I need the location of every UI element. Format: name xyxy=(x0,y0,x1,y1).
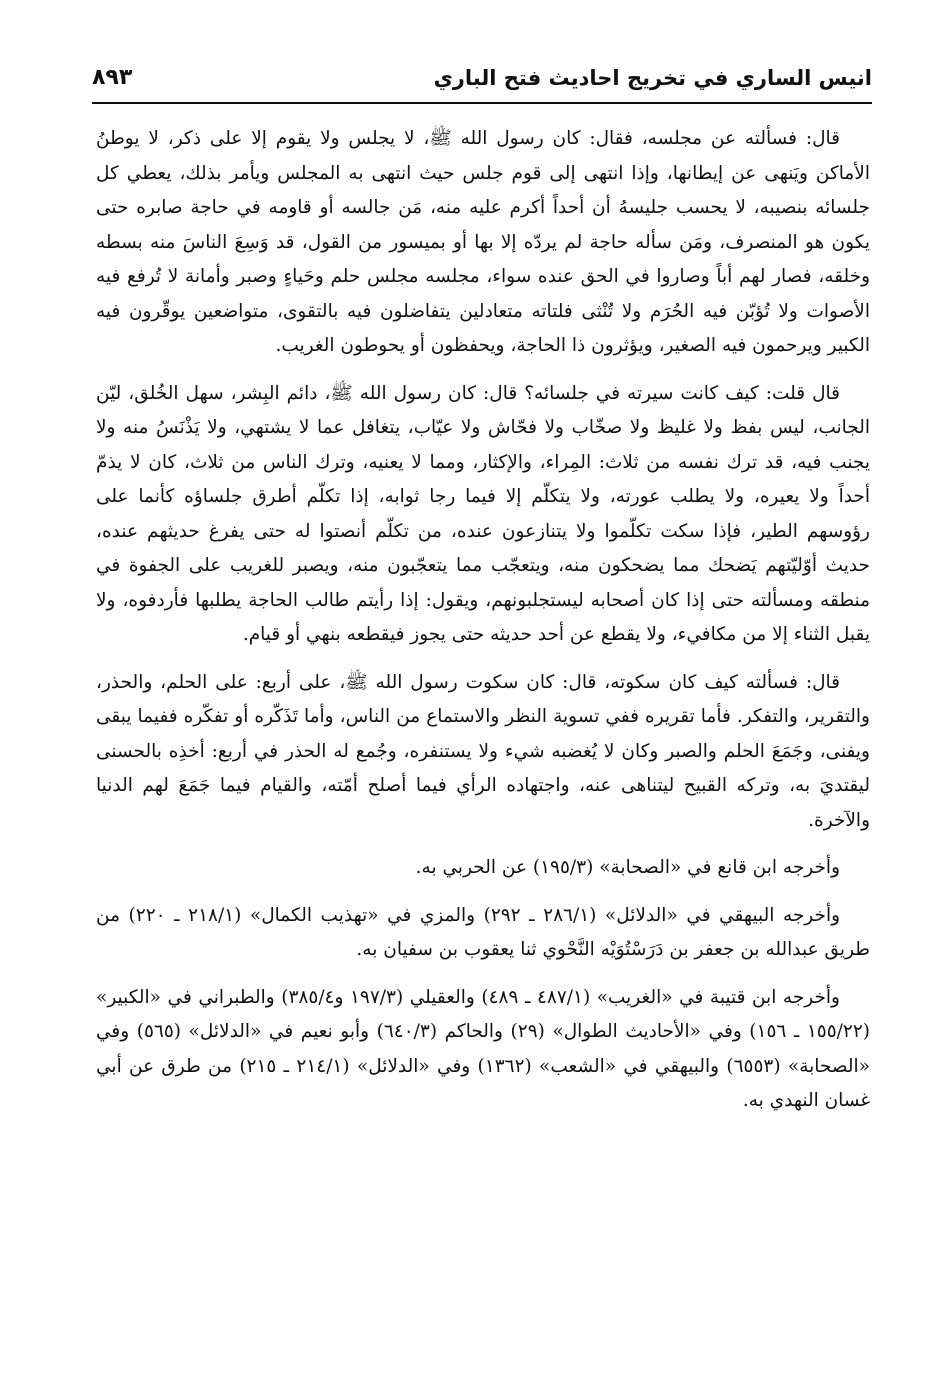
paragraph-sukut: قال: فسألته كيف كان سكوته، قال: كان سكوت رسول الله ﷺ، على أربع: على الحلم، والحذر، والتقرير، والتفكر. فأما تقريره ففي تسوية النظر والاستماع من الناس، وأما تَذَكّره أو تفكّره ففيما يبقى ويفنى، وجَمَعَ الحلم والصبر وكان لا يُغضبه شيء ولا يستنفره، وجُمع له الحذر في أربع: أخذِه بالحسنى ليقتديَ به، وتركه القبيح ليتناهى عنه، واجتهاده الرأي فيما أصلح أمّته، والقيام فيما جَمَعَ لهم الدنيا والآخرة. xyxy=(96,671,870,831)
header-rule xyxy=(92,102,872,104)
citation-ibn-qani: وأخرجه ابن قانع في «الصحابة» (١٩٥/٣) عن الحربي به. xyxy=(415,857,840,878)
paragraph-majlis: قال: فسألته عن مجلسه، فقال: كان رسول الله ﷺ، لا يجلس ولا يقوم إلا على ذكر، لا يوطنُ الأماكن ويَنهى عن إيطانها، وإذا انتهى إلى قوم جلس حيث انتهى به المجلس ويأمر بذلك، يعطي كل جلسائه بنصيبه، لا يحسب جليسهُ أن أحداً أكرم عليه منه، مَن جالسه أو قاومه في حاجة صابره حتى يكون هو المنصرف، ومَن سأله حاجة لم يردّه إلا بها أو بميسور من القول، قد وَسِعَ الناسَ منه بسطه وخلقه، فصار لهم أباً وصاروا في الحق عنده سواء، مجلسه مجلس حلم وحَياءٍ وصبر وأمانة لا تُرفع فيه الأصوات ولا تُؤبّن فيه الحُرَم ولا تُنْثى فلتاته متعادلين يتفاضلون فيه بالتقوى، متواضعين يوقّرون فيه الكبير ويرحمون فيه الصغير، ويؤثرون ذا الحاجة، ويحفظون أو يحوطون الغريب. xyxy=(96,128,870,356)
citation-ibn-qutaybah: وأخرجه ابن قتيبة في «الغريب» (٤٨٧/١ ـ ٤٨٩) والعقيلي (١٩٧/٣ و٣٨٥/٤) والطبراني في «الكبير» (١٥٥/٢٢ ـ ١٥٦) وفي «الأحاديث الطوال» (٢٩) والحاكم (٦٤٠/٣) وأبو نعيم في «الدلائل» (٥٦٥) وفي «الصحابة» (٦٥٥٣) والبيهقي في «الشعب» (١٣٦٢) وفي «الدلائل» (٢١٤/١ ـ ٢١٥) من طرق عن أبي غسان النهدي به. xyxy=(96,986,871,1111)
paragraph-sirah: قال قلت: كيف كانت سيرته في جلسائه؟ قال: كان رسول الله ﷺ، دائم البِشر، سهل الخُلق، ليّن الجانب، ليس بفظ ولا غليظ ولا صخّاب ولا فحّاش ولا عيّاب، يتغافل عما لا يشتهي، ولا يَذْنَسُ منه ولا يجنب فيه، قد ترك نفسه من ثلاث: المِراء، والإكثار، ومما لا يعنيه، وترك الناس من ثلاث، كان لا يذمّ أحداً ولا يعيره، ولا يطلب عورته، ولا يتكلّم إلا فيما رجا ثوابه، إذا تكلّم أطرق جلساؤه كأنما على رؤوسهم الطير، فإذا سكت تكلّموا ولا يتنازعون عنده، من تكلّم أنصتوا له حتى يفرغ حديثهم عنده، حديث أوّليّتهم يَضحك مما يضحكون منه، ويتعجّب مما يتعجّبون منه، ويصبر للغريب على الجفوة في منطقه ومسألته حتى إذا كان أصحابه ليستجلبونهم، ويقول: إذا رأيتم طالب الحاجة يطلبها فأردفوه، ولا يقبل الثناء إلا من مكافيء، ولا يقطع عن أحد حديثه حتى يجوز فيقطعه بنهي أو قيام. xyxy=(96,382,870,645)
body-text xyxy=(96,122,870,1132)
running-title: انيس الساري في تخريج احاديث فتح الباري xyxy=(433,66,872,90)
citation-bayhaqi: وأخرجه البيهقي في «الدلائل» (٢٨٦/١ ـ ٢٩٢) والمزي في «تهذيب الكمال» (٢١٨/١ ـ ٢٢٠) من طريق عبدالله بن جعفر بن دَرَسْتُوَيْه النَّحْوي ثنا يعقوب بن سفيان به. xyxy=(96,904,870,960)
page-number: ٨٩٣ xyxy=(92,65,133,90)
page-header xyxy=(92,60,872,100)
